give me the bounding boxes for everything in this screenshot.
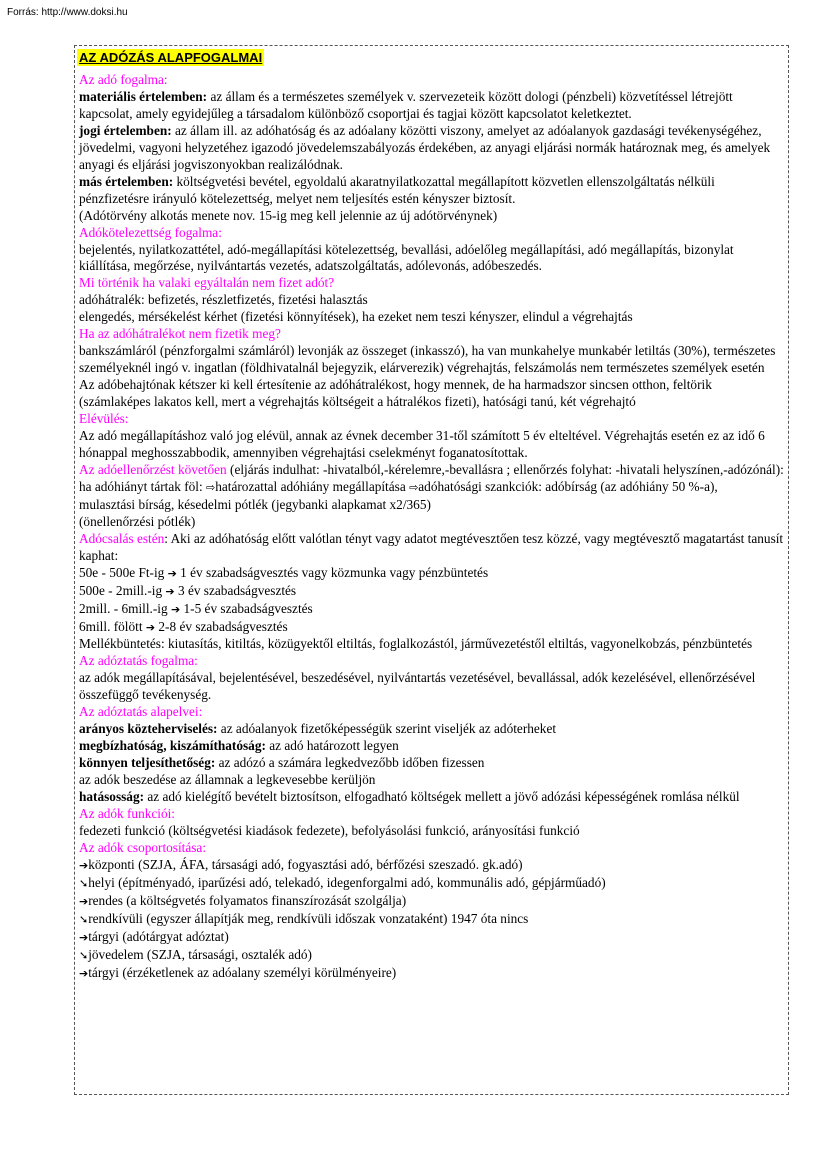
- obligation-text: bejelentés, nyilatkozattétel, adó-megállapítási kötelezettség, bevallási, adóelőleg megállapítási, adó megállapítás, bizonylat kiállítása, megőrzése, nyilvántartás vezetés, adatszolgáltatás, adólevonás, adóbeszedés.: [79, 241, 734, 274]
- source-label: Forrás: http://www.doksi.hu: [7, 7, 128, 18]
- right-arrow-icon: ➔: [79, 894, 89, 908]
- down-right-arrow-icon: ➘: [79, 876, 89, 890]
- right-arrow-icon: ➔: [79, 930, 89, 944]
- document-box: [74, 45, 789, 1095]
- group-item: ➔tárgyi (érzéketlenek az adóalany személyi körülményeire): [79, 964, 397, 980]
- section-heading-csoportositas: Az adók csoportosítása:: [79, 839, 207, 855]
- legal-definition: jogi értelemben: az állam ill. az adóhatóság és az adóalany közötti viszony, amelyet az adóalanyok gazdasági tevékenységéhez, jövedelmi, vagyoni helyzetéhez igazodó jövedelemszabályozás érdekében, az anyagi eljárási normák határoznak meg, és amelyek anyagi és eljárási jogviszonyokban realizálódnak.: [79, 122, 771, 172]
- right-arrow-icon: ➔: [79, 858, 89, 872]
- audit-self-check-line: (önellenőrzési pótlék): [79, 513, 196, 529]
- taxation-definition: az adók megállapításával, bejelentésével, beszedésével, nyilvántartás vezetésével, bevallással, adók kezelésével, ellenőrzésével összefüggő tevékenység.: [79, 670, 756, 703]
- section-heading-nem-fizet: Mi történik ha valaki egyáltalán nem fizet adót?: [79, 275, 335, 291]
- right-arrow-icon: ➔: [145, 620, 156, 634]
- material-definition: materiális értelemben: az állam és a természetes személyek v. szervezeteik között dologi (pénzbeli) közvetítéssel létrejött kapcsolat, amely egyidejűleg a társadalom különböző csoportjai és tagjai között kapcsolatot keletkeztet.: [79, 88, 733, 121]
- group-item: ➔rendes (a költségvetés folyamatos finanszírozását szolgálja): [79, 892, 407, 908]
- group-item: ➘rendkívüli (egyszer állapítják meg, rendkívüli időszak vonzataként) 1947 óta nincs: [79, 910, 529, 926]
- audit-heading-line: Az adóellenőrzést követően (eljárás indulhat: -hivatalból,-kérelemre,-bevallásra ; ellenőrzés folyhat: -hivatali helyszínen,-adózónál):: [79, 461, 784, 477]
- fraud-heading-line: Adócsalás estén: Aki az adóhatóság előtt valótlan tényt vagy adatot megtévesztően tesz közzé, vagy megtévesztő magatartást tanusít kaphat:: [79, 530, 784, 563]
- limitation-text: Az adó megállapításhoz való jog elévül, annak az évnek december 31-től számított 5 év elteltével. Végrehajtás esetén ez az idő 6 hónappal meghosszabbodik, amennyiben végrehajtási cselekményt foganatosítottak.: [79, 428, 765, 460]
- group-item: ➘helyi (építményadó, iparűzési adó, telekadó, idegenforgalmi adó, kommunális adó, gépjárműadó): [79, 874, 606, 890]
- fraud-range-4: 6mill. fölött ➔ 2-8 év szabadságvesztés: [79, 618, 288, 634]
- section-heading-elevules: Elévülés:: [79, 411, 129, 427]
- page-title: AZ ADÓZÁS ALAPFOGALMAI: [79, 50, 263, 65]
- section-heading-adocsalas: Adócsalás estén: [79, 530, 165, 546]
- outline-arrow-icon: ⇨: [409, 480, 419, 494]
- enforcement-paragraph-1: bankszámláról (pénzforgalmi számláról) levonják az összeget (inkasszó), ha van munkahelye munkabér letiltás (30%), természetes személyeknél ingó v. ingatlan (földhivatalnál bejegyzik, elárverezik) végrehajtás, felszámolás nem természetes személyek esetén: [79, 343, 776, 376]
- principle-efficiency: hatásosság: az adó kielégítő bevételt biztosítson, elfogadható költségek mellett a jövő adózási képességének romlása nélkül: [79, 789, 740, 805]
- principle-proportional: arányos közteherviselés: az adóalanyok fizetőképességük szerint viseljék az adóterheket: [79, 721, 557, 737]
- functions-text: fedezeti funkció (költségvetési kiadások fedezete), befolyásolási funkció, arányosítási funkció: [79, 822, 580, 838]
- group-item: ➔tárgyi (adótárgyat adóztat): [79, 928, 229, 944]
- down-right-arrow-icon: ➘: [79, 912, 89, 926]
- principle-reliability: megbízhatóság, kiszámíthatóság: az adó határozott legyen: [79, 738, 399, 754]
- legislation-note: (Adótörvény alkotás menete nov. 15-ig meg kell jelennie az új adótörvénynek): [79, 207, 498, 223]
- principle-ease-extra: az adók beszedése az államnak a legkevesebbe kerüljön: [79, 772, 376, 788]
- audit-result-line: ha adóhiányt tártak föl: ⇨határozattal adóhiány megállapítása ⇨adóhatósági szankciók: adóbírság (az adóhiány 50 %-a),: [79, 478, 718, 494]
- additional-penalties: Mellékbüntetés: kiutasítás, kitiltás, közügyektől eltiltás, foglalkozástól, járművezetéstől eltiltás, vagyonelkobzás, pénzbüntetés: [79, 636, 753, 652]
- section-heading-alapelvek: Az adóztatás alapelvei:: [79, 704, 203, 720]
- outline-arrow-icon: ⇨: [206, 480, 216, 494]
- group-item: ➔központi (SZJA, ÁFA, társasági adó, fogyasztási adó, bérfőzési szeszadó. gk.adó): [79, 856, 523, 872]
- section-heading-ado-fogalma: Az adó fogalma:: [79, 72, 168, 87]
- right-arrow-icon: ➔: [79, 966, 89, 980]
- arrears-line-1: adóhátralék: befizetés, részletfizetés, fizetési halasztás: [79, 292, 368, 308]
- enforcement-paragraph-2: Az adóbehajtónak kétszer ki kell értesítenie az adóhátralékost, hogy mennek, de ha harmadszor sincsen otthon, feltörik (számlaképes lakatos kell, mert a végrehajtás költségeit a hátralékos fizeti), hatósági tanú, két végrehajtó: [79, 377, 712, 410]
- section-heading-hatralek: Ha az adóhátralékot nem fizetik meg?: [79, 326, 281, 342]
- section-heading-adoellenorzes: Az adóellenőrzést követően: [79, 461, 227, 477]
- section-heading-adokotelezettseg: Adókötelezettség fogalma:: [79, 224, 222, 240]
- section-heading-adoztatas-fogalma: Az adóztatás fogalma:: [79, 653, 198, 669]
- principle-ease: könnyen teljesíthetőség: az adózó a számára legkedvezőbb időben fizessen: [79, 755, 485, 771]
- right-arrow-icon: ➔: [165, 584, 175, 598]
- audit-penalty-line: mulasztási bírság, késedelmi pótlék (jegybanki alapkamat x2/365): [79, 496, 431, 512]
- down-right-arrow-icon: ➘: [79, 948, 89, 962]
- group-item: ➘jövedelem (SZJA, társasági, osztalék adó): [79, 946, 312, 962]
- section-heading-funkciok: Az adók funkciói:: [79, 805, 176, 821]
- right-arrow-icon: ➔: [167, 566, 177, 580]
- fraud-range-3: 2mill. - 6mill.-ig ➔ 1-5 év szabadságvesztés: [79, 600, 313, 616]
- arrears-line-2: elengedés, mérsékelést kérhet (fizetési könnyítések), ha ezeket nem teszi kényszer, elindul a végrehajtás: [79, 309, 633, 325]
- fraud-range-1: 50e - 500e Ft-ig ➔ 1 év szabadságvesztés vagy közmunka vagy pénzbüntetés: [79, 564, 489, 580]
- fraud-range-2: 500e - 2mill.-ig ➔ 3 év szabadságvesztés: [79, 582, 297, 598]
- other-definition: más értelemben: költségvetési bevétel, egyoldalú akaratnyilatkozattal megállapított közvetlen ellenszolgáltatás nélküli pénzfizetésre irányuló kötelezettség, melyet nem teljesítés estén kényszer biztosít.: [79, 173, 715, 206]
- right-arrow-icon: ➔: [170, 602, 181, 616]
